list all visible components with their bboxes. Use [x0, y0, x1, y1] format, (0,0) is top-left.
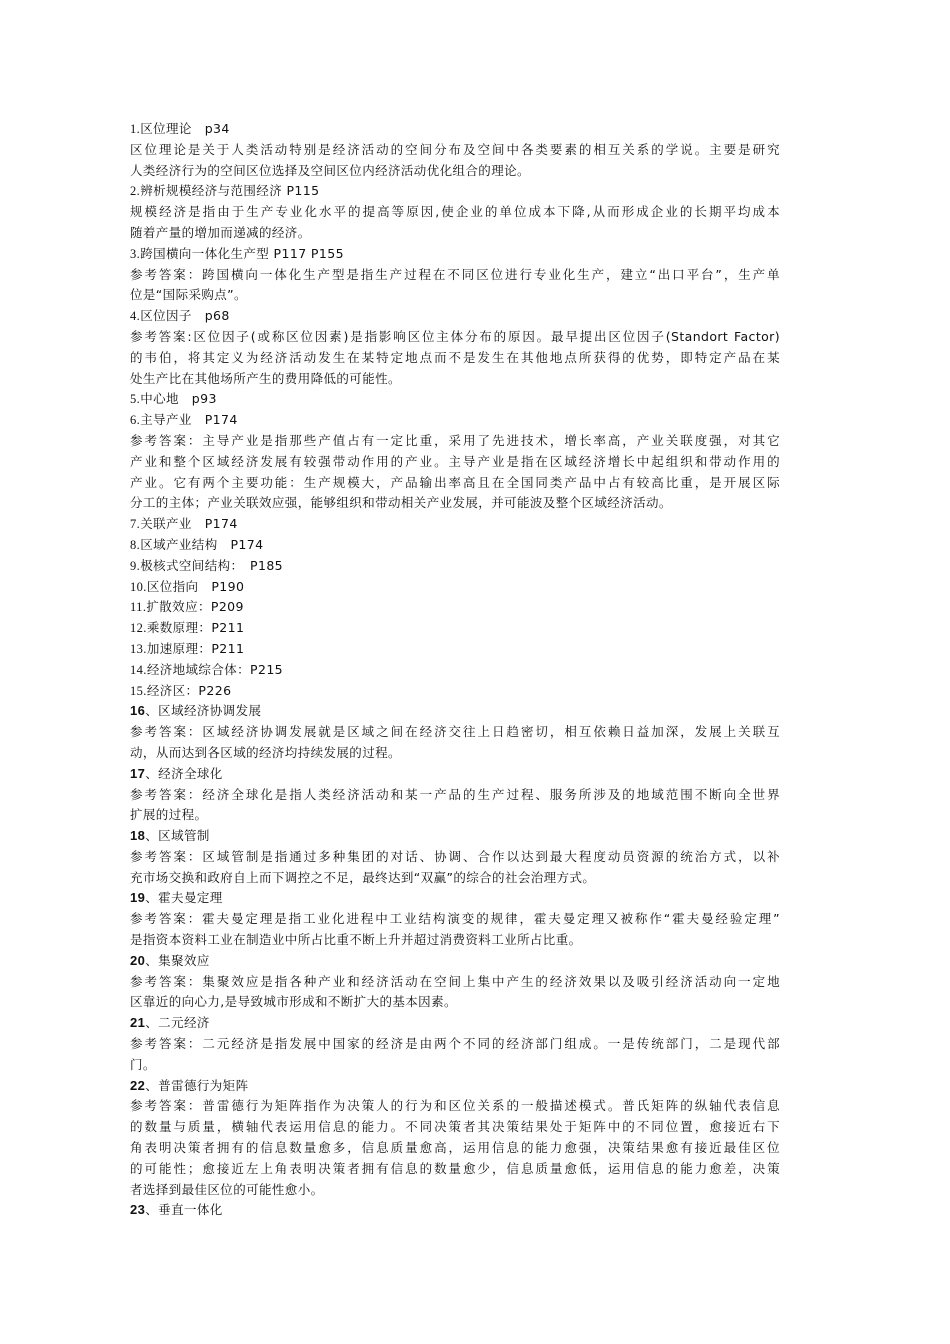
section-heading [130, 764, 780, 785]
body-text-line: 参考答案：跨国横向一体化生产型是指生产过程在不同区位进行专业化生产，建立“出口平台”，生产单 [130, 266, 780, 282]
section-number: 21 [130, 1015, 146, 1031]
body-text-line: 充市场交换和政府自上而下调控之不足，最终达到“双赢”的综合的社会治理方式。 [130, 869, 596, 885]
section-number: 13. [130, 641, 147, 656]
body-text-line: 区靠近的向心力,是导致城市形成和不断扩大的基本因素。 [130, 994, 457, 1010]
section-heading [130, 181, 780, 202]
section-heading [130, 1076, 780, 1097]
section-number: 8. [130, 537, 141, 552]
section-heading [130, 514, 780, 535]
body-text-line: 参考答案:区位因子(或称区位因素)是指影响区位主体分布的原因。最早提出区位因子(Standort Factor) [130, 328, 780, 344]
section-title: 跨国横向一体化生产型 P117 P155 [140, 245, 344, 261]
section-number: 14. [130, 662, 147, 677]
section-number: 2. [130, 184, 141, 199]
section-number: 10. [130, 579, 147, 594]
section-title: 、区域管制 [145, 828, 210, 844]
section-number: 1. [130, 122, 141, 136]
section-title: 区位因子 p68 [140, 308, 230, 324]
body-text-line: 参考答案：区域管制是指通过多种集团的对话、协调、合作以达到最大程度动员资源的统治方式，以补 [130, 848, 780, 864]
body-text-line: 者选择到最佳区位的可能性愈小。 [130, 1181, 324, 1197]
body-text-line: 参考答案：二元经济是指发展中国家的经济是由两个不同的经济部门组成。一是传统部门，二是现代部 [130, 1036, 780, 1052]
section-title: 区域产业结构 P174 [140, 536, 264, 552]
body-text-line: 区位理论是关于人类活动特别是经济活动的空间分布及空间中各类要素的相互关系的学说。主要是研究 [130, 141, 780, 157]
body-text-line: 的韦伯，将其定义为经济活动发生在某特定地点而不是发生在其他地点所获得的优势，即特定产品在某 [130, 349, 780, 365]
section-heading [130, 888, 780, 909]
section-number: 15. [130, 683, 147, 698]
section-title: 、二元经济 [145, 1015, 210, 1031]
section-title: 主导产业 P174 [140, 412, 238, 428]
section-number: 12. [130, 621, 147, 636]
section-number: 18 [130, 828, 146, 844]
body-text-line: 规模经济是指由于生产专业化水平的提高等原因,使企业的单位成本下降,从而形成企业的长期平均成本 [130, 204, 780, 220]
section-heading [130, 244, 780, 265]
section-heading [130, 618, 780, 639]
body-text-line: 参考答案：主导产业是指那些产值占有一定比重，采用了先进技术，增长率高，产业关联度强，对其它 [130, 432, 780, 448]
section-title: 中心地 p93 [140, 391, 217, 407]
section-heading [130, 826, 780, 847]
body-text-line: 产业。它有两个主要功能：生产规模大，产品输出率高且在全国同类产品中占有较高比重，是开展区际 [130, 474, 780, 490]
body-text-line: 参考答案：经济全球化是指人类经济活动和某一产品的生产过程、服务所涉及的地域范围不断向全世界 [130, 786, 780, 802]
section-number: 17 [130, 765, 146, 781]
body-text-line: 扩展的过程。 [130, 807, 208, 823]
section-title: 区位指向 P190 [146, 578, 245, 594]
section-title: 、普雷德行为矩阵 [145, 1077, 249, 1093]
section-heading [130, 701, 780, 722]
body-text-line: 角表明决策者拥有的信息数量愈多，信息质量愈高，运用信息的能力愈强，决策结果愈有接近最佳区位 [130, 1140, 780, 1156]
section-heading [130, 556, 780, 577]
body-text-line: 参考答案：普雷德行为矩阵指作为决策人的行为和区位关系的一般描述模式。普氏矩阵的纵轴代表信息 [130, 1098, 780, 1114]
section-title: 区位理论 p34 [140, 121, 230, 136]
section-heading [130, 410, 780, 431]
body-text-line: 产业和整个区域经济发展有较强带动作用的产业。主导产业是指在区域经济增长中起组织和带动作用的 [130, 453, 780, 469]
section-heading [130, 951, 780, 972]
section-title: 辨析规模经济与范围经济 P115 [140, 183, 320, 199]
section-title: 加速原理：P211 [146, 640, 245, 656]
section-title: 乘数原理：P211 [146, 620, 245, 636]
section-heading [130, 639, 780, 660]
section-number: 9. [130, 558, 141, 573]
section-heading [130, 119, 780, 140]
section-heading [130, 597, 780, 618]
section-title: 关联产业 P174 [140, 516, 238, 532]
body-text-line: 参考答案：集聚效应是指各种产业和经济活动在空间上集中产生的经济效果以及吸引经济活动向一定地 [130, 973, 780, 989]
section-number: 3. [130, 246, 141, 261]
body-text-line: 人类经济行为的空间区位选择及空间区位内经济活动优化组合的理论。 [130, 162, 530, 178]
section-number: 6. [130, 413, 141, 428]
section-number: 11. [130, 600, 147, 615]
section-heading [130, 1013, 780, 1034]
section-number: 20 [130, 952, 146, 968]
section-title: 、垂直一体化 [145, 1202, 223, 1218]
section-number: 22 [130, 1077, 146, 1093]
section-heading [130, 306, 780, 327]
body-text-line: 随着产量的增加而递减的经济。 [130, 224, 311, 240]
document-page [130, 119, 780, 1221]
section-heading [130, 681, 780, 702]
section-number: 23 [130, 1202, 146, 1218]
section-title: 扩散效应：P209 [146, 599, 244, 615]
section-number: 4. [130, 309, 141, 324]
section-number: 7. [130, 517, 141, 532]
section-number: 19 [130, 890, 146, 906]
section-title: 经济区：P226 [146, 682, 232, 698]
section-heading [130, 1200, 780, 1221]
body-text-line: 处生产比在其他场所产生的费用降低的可能性。 [130, 370, 401, 386]
body-text-line: 参考答案：区域经济协调发展就是区域之间在经济交往上日趋密切，相互依赖日益加深，发展上关联互 [130, 724, 780, 740]
body-text-line: 的数量与质量，横轴代表运用信息的能力。不同决策者其决策结果处于矩阵中的不同位置，愈接近右下 [130, 1119, 780, 1135]
section-title: 、霍夫曼定理 [145, 890, 223, 906]
body-text-line: 参考答案：霍夫曼定理是指工业化进程中工业结构演变的规律，霍夫曼定理又被称作“霍夫曼经验定理” [130, 911, 780, 927]
section-number: 16 [130, 703, 146, 719]
section-heading [130, 389, 780, 410]
section-title: 、区域经济协调发展 [145, 703, 262, 719]
section-number: 5. [130, 392, 141, 407]
section-heading [130, 577, 780, 598]
body-text-line: 门。 [130, 1056, 156, 1072]
body-text-line: 的可能性；愈接近左上角表明决策者拥有信息的数量愈少，信息质量愈低，运用信息的能力愈差，决策 [130, 1160, 780, 1176]
section-heading [130, 660, 780, 681]
section-title: 极核式空间结构： P185 [140, 557, 284, 573]
body-text-line: 是指资本资料工业在制造业中所占比重不断上升并超过消费资料工业所占比重。 [130, 932, 582, 948]
section-title: 、集聚效应 [145, 952, 210, 968]
body-text-line: 动，从而达到各区域的经济均持续发展的过程。 [130, 744, 401, 760]
section-title: 、经济全球化 [145, 765, 223, 781]
body-text-line: 位是“国际采购点”。 [130, 287, 247, 303]
body-text-line: 分工的主体；产业关联效应强，能够组织和带动相关产业发展，并可能波及整个区域经济活动。 [130, 495, 672, 511]
section-title: 经济地域综合体：P215 [146, 661, 284, 677]
section-heading [130, 535, 780, 556]
